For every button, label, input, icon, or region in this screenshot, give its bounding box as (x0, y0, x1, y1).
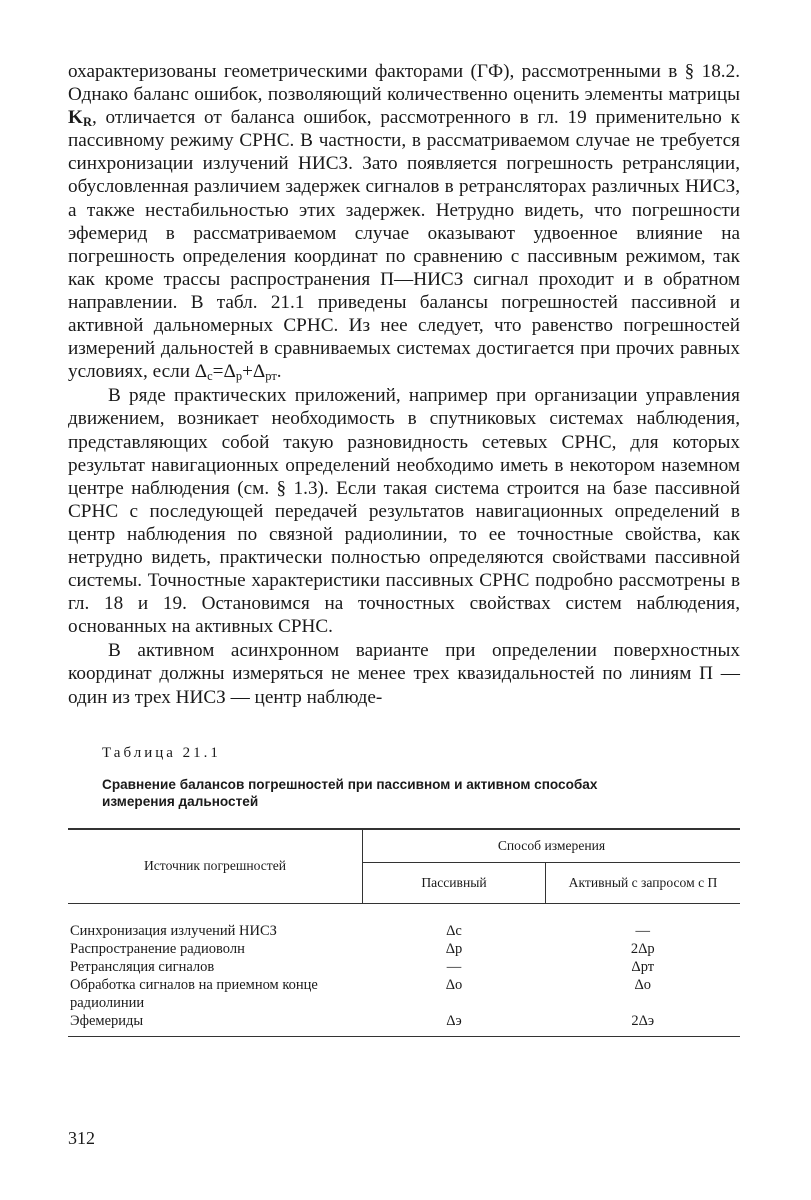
row-source: Синхронизация излучений НИСЗ (70, 922, 277, 939)
paragraph-2: В ряде практических приложений, например при организации управления движением, возникает необходимость в спутниковых системах наблюдения, представляющих собой такую разновидность сетевых СРНС, для которых результат навигационных определений необходимо иметь в некотором наземном центре наблюдения (см. § 1.3). Если такая система строится на базе пассивной СРНС с последующей передачей результатов навигационных определений в центр наблюдения по связной радиолинии, то ее точностные свойства, как нетрудно видеть, практически полностью определяются свойствами пассивной системы. Точностные характеристики пассивных СРНС подробно рассмотрены в гл. 18 и 19. Остановимся на точностных свойствах систем наблюдения, основанных на активных СРНС. (68, 385, 740, 638)
row-passive: Δр (445, 940, 463, 957)
paragraph-1-end: . (276, 361, 282, 383)
error-balance-table (68, 828, 740, 1037)
matrix-symbol (68, 107, 92, 128)
paragraph-1-text-b: , отличается от баланса ошибок, рассмотренного в гл. 19 применительно к пассивному режиму СРНС. В частности, в рассматриваемом случае не требуется синхронизации излучений НИСЗ. Зато появляется погрешность ретрансляции, обусловленная различием задержек сигналов в ретрансляторах различных НИСЗ, а также нестабильностью этих задержек. Нетрудно видеть, что погрешности эфемерид в рассматриваемом случае оказывают удвоенное влияние на погрешность определения координат по сравнению с пассивным режимом, так как кроме трассы распространения П—НИСЗ сигнал проходит и в обратном направлении. В табл. 21.1 приведены балансы погрешностей пассивной и активной дальномерных СРНС. Из нее следует, что равенство погрешностей измерений дальностей в сравниваемых системах достигается при прочих равных условиях, если (68, 107, 740, 383)
row-passive: Δс (446, 922, 462, 939)
row-active: Δрт (631, 958, 655, 975)
paragraph-1 (68, 60, 740, 383)
table-row (68, 1012, 740, 1037)
table-row (68, 976, 740, 1012)
header-passive: Пассивный (363, 862, 546, 903)
table-row (68, 940, 740, 958)
row-source: Ретрансляция сигналов (70, 958, 215, 975)
row-active: Δо (634, 976, 652, 993)
table-row (68, 958, 740, 976)
formula-part: =Δ (212, 361, 236, 383)
formula-part: +Δ (242, 361, 266, 383)
formula-sub: с (207, 369, 213, 384)
header-active: Активный с запросом с П (546, 862, 741, 903)
matrix-subscript: R (82, 115, 92, 130)
page-body (68, 60, 740, 1037)
formula-sub: рт (265, 369, 277, 384)
row-active: 2Δр (630, 940, 655, 957)
header-method: Способ измерения (363, 829, 741, 863)
table-row (68, 903, 740, 940)
formula-sub: р (235, 369, 243, 384)
matrix-letter: K (68, 107, 83, 129)
formula-part: Δ (194, 361, 208, 383)
row-passive: Δо (445, 976, 463, 993)
paragraph-1-text-a: охарактеризованы геометрическими факторами (ГФ), рассмотренными в § 18.2. Однако баланс ошибок, позволяющий количественно оценить элементы матрицы (68, 61, 740, 106)
row-passive: — (446, 958, 462, 975)
row-source: Эфемериды (68, 1012, 363, 1037)
table-title: Сравнение балансов погрешностей при пассивном и активном способах измерения дальностей (102, 776, 598, 809)
paragraph-3: В активном асинхронном варианте при определении поверхностных координат должны измеряться не менее трех квазидальностей по линиям П — один из трех НИСЗ — центр наблюде- (68, 640, 740, 708)
formula (195, 361, 277, 382)
row-passive: Δэ (363, 1012, 546, 1037)
table-caption: Таблица 21.1 (102, 744, 221, 761)
page-number: 312 (68, 1128, 95, 1148)
row-source: Распространение радиоволн (70, 940, 245, 957)
row-active: — (635, 922, 650, 939)
row-active: 2Δэ (546, 1012, 741, 1037)
header-source: Источник погрешностей (68, 829, 363, 904)
row-source: Обработка сигналов на приемном конце радиолинии (70, 976, 318, 1011)
